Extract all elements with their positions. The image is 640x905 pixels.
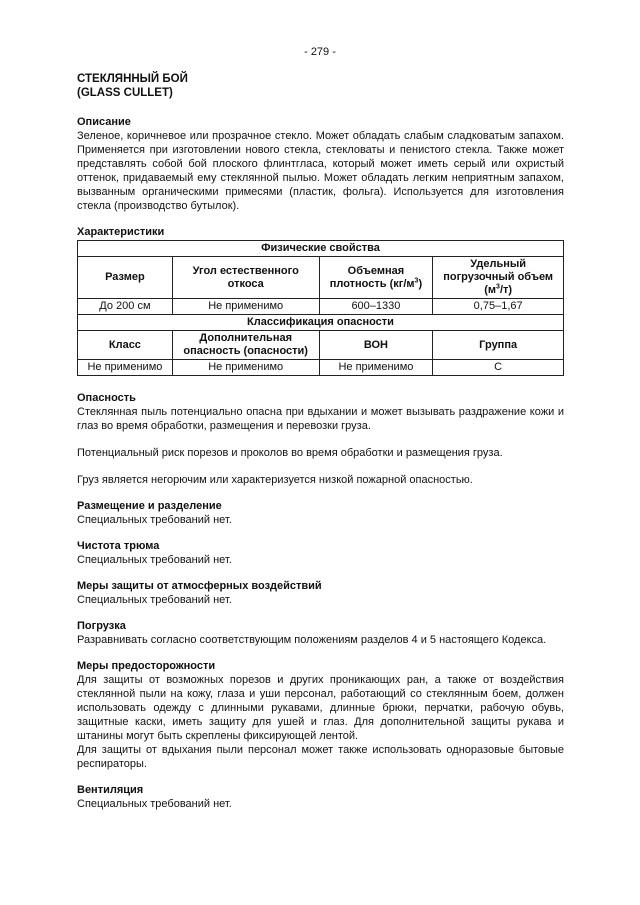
table-cell: Не применимо <box>319 360 433 376</box>
table-cell: 0,75–1,67 <box>433 299 564 315</box>
hazard-text-1: Стеклянная пыль потенциально опасна при вдыхании и может вызывать раздражение кожи и глаз во время обработки, размещения и перевозки груза. <box>77 406 564 432</box>
stowage-text: Специальных требований нет. <box>77 514 232 526</box>
table-cell: Не применимо <box>172 299 319 315</box>
weather-precautions-heading: Меры защиты от атмосферных воздействий <box>77 580 322 592</box>
hazard-text-2: Потенциальный риск порезов и проколов во время обработки и размещения груза. <box>77 447 503 459</box>
description-heading: Описание <box>77 116 131 128</box>
precautions-text-1: Для защиты от возможных порезов и других проникающих ран, а также от воздействия стеклянной пыли на кожу, глаза и уши персонал, работающий со стеклянным боем, должен использовать одежду с длинными рукавами, длинные брюки, перчатки, рабочую обувь, защитные каски, иметь защиту для ушей и глаз. Для дополнительной защиты рукава и штанины могут быть скреплены фиксирующей лентой. <box>77 674 564 742</box>
hazard-heading: Опасность <box>77 392 136 404</box>
hazard-classification-header: Классификация опасности <box>78 315 564 331</box>
table-cell: 600–1330 <box>319 299 433 315</box>
physical-properties-header: Физические свойства <box>78 241 564 257</box>
document-body <box>77 72 564 811</box>
loading-text: Разравнивать согласно соответствующим положениям разделов 4 и 5 настоящего Кодекса. <box>77 634 547 646</box>
hold-cleanliness-heading: Чистота трюма <box>77 540 160 552</box>
table-cell: С <box>433 360 564 376</box>
table-row <box>78 299 564 315</box>
table-cell: Не применимо <box>172 360 319 376</box>
table-row <box>78 315 564 331</box>
table-row <box>78 360 564 376</box>
table-cell: До 200 см <box>78 299 173 315</box>
col-size-header: Размер <box>78 257 173 299</box>
cargo-title: СТЕКЛЯННЫЙ БОЙ <box>77 73 188 85</box>
col-stowage-factor-header: Удельный погрузочный объем $(м^3/т)$ <box>433 257 564 299</box>
hold-cleanliness-text: Специальных требований нет. <box>77 554 232 566</box>
table-cell: Не применимо <box>78 360 173 376</box>
ventilation-text: Специальных требований нет. <box>77 798 232 810</box>
description-text: Зеленое, коричневое или прозрачное стекло. Может обладать слабым сладковатым запахом. Применяется при изготовлении нового стекла, стекловаты и пенистого стекла. Также может представлять собой бой плоского флинтгласа, который может иметь серый или охристый оттенок, придаваемый ему стеклянной пылью. Может обладать легким неприятным запахом, вызванным органическими примесями (пластик, фольга). Используется для изготовления стекла (производство бутылок). <box>77 130 564 212</box>
precautions-text-2: Для защиты от вдыхания пыли персонал может также использовать одноразовые бытовые респираторы. <box>77 744 564 770</box>
cargo-title-english: (GLASS CULLET) <box>77 87 173 99</box>
characteristics-heading: Характеристики <box>77 226 165 238</box>
weather-precautions-text: Специальных требований нет. <box>77 594 232 606</box>
table-row <box>78 241 564 257</box>
col-subsidiary-hazard-header: Дополнительная опасность (опасности) <box>172 331 319 360</box>
col-angle-header: Угол естественного откоса <box>172 257 319 299</box>
col-class-header: Класс <box>78 331 173 360</box>
col-group-header: Группа <box>433 331 564 360</box>
loading-heading: Погрузка <box>77 620 126 632</box>
ventilation-heading: Вентиляция <box>77 784 144 796</box>
stowage-heading: Размещение и разделение <box>77 500 222 512</box>
page-number: - 279 - <box>304 46 336 58</box>
characteristics-table <box>77 240 564 376</box>
table-row <box>78 331 564 360</box>
precautions-heading: Меры предосторожности <box>77 660 216 672</box>
hazard-text-3: Груз является негорючим или характеризуется низкой пожарной опасностью. <box>77 474 473 486</box>
col-density-header: Объемная плотность $(кг/м^3)$ <box>319 257 433 299</box>
table-row <box>78 257 564 299</box>
col-mhb-header: ВОН <box>319 331 433 360</box>
